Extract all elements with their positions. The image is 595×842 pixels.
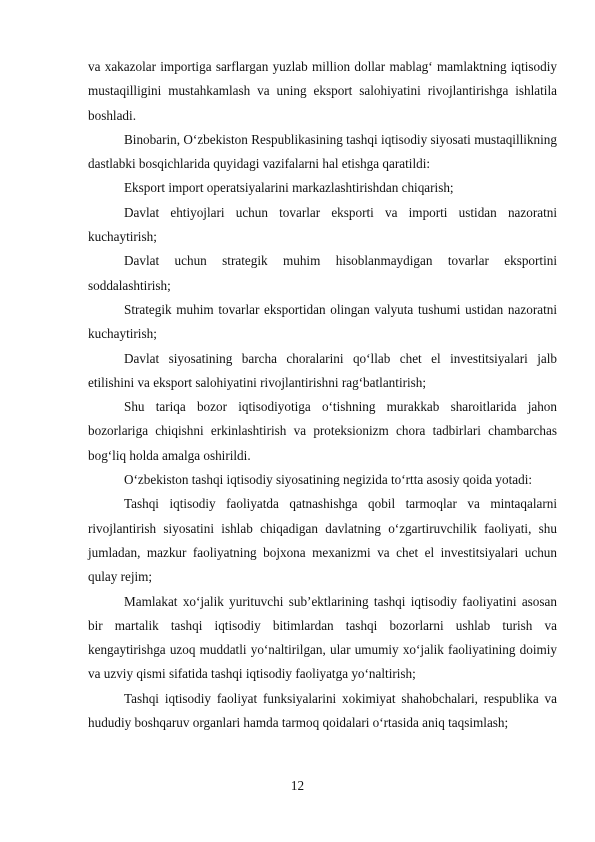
list-item: Davlat ehtiyojlari uchun tovarlar eksporti va importi ustidan nazoratni kuchaytirish; bbox=[88, 204, 557, 245]
paragraph-continuation: va xakazolar importiga sarflargan yuzlab million dollar mablag‘ mamlaktning iqtisodiy mustaqilligini mustahkamlash va uning eksport salohiyatini rivojlantirishga ishlatila boshladi. bbox=[88, 59, 557, 123]
paragraph: Shu tariqa bozor iqtisodiyotiga o‘tishning murakkab sharoitlarida jahon bozorlariga chiqishni erkinlashtirish va proteksionizm chora tadbirlari chambarchas bog‘liq holda amalga oshirildi. bbox=[88, 399, 557, 463]
paragraph: Binobarin, O‘zbekiston Respublikasining tashqi iqtisodiy siyosati mustaqillikning dastlabki bosqichlarida quyidagi vazifalarni hal etishga qaratildi: bbox=[88, 131, 557, 172]
paragraph: O‘zbekiston tashqi iqtisodiy siyosatining negizida to‘rtta asosiy qoida yotadi: bbox=[124, 472, 533, 488]
document-body bbox=[88, 55, 557, 735]
list-item: Strategik muhim tovarlar eksportidan olingan valyuta tushumi ustidan nazoratni kuchaytirish; bbox=[88, 301, 557, 342]
list-item: Eksport import operatsiyalarini markazlashtirishdan chiqarish; bbox=[124, 180, 454, 196]
page-number: 12 bbox=[290, 778, 305, 793]
list-item: Davlat siyosatining barcha choralarini qo‘llab chet el investitsiyalari jalb etilishini va eksport salohiyatini rivojlantirishni rag‘batlantirish; bbox=[88, 350, 557, 390]
list-item: Davlat uchun strategik muhim hisoblanmaydigan tovarlar eksportini soddalashtirish; bbox=[88, 253, 557, 293]
list-item: Tashqi iqtisodiy faoliyat funksiyalarini xokimiyat shahobchalari, respublika va hududiy boshqaruv organlari hamda tarmoq qoidalari o‘rtasida aniq taqsimlash; bbox=[88, 690, 557, 731]
list-item: Tashqi iqtisodiy faoliyatda qatnashishga qobil tarmoqlar va mintaqalarni rivojlantirish siyosatini ishlab chiqadigan davlatning o‘zgartiruvchilik faoliyati, shu jumladan, mazkur faoliyatning bojxona mexanizmi va chet el investitsiyalari uchun qulay rejim; bbox=[88, 496, 557, 585]
list-item: Mamlakat xo‘jalik yurituvchi sub’ektlarining tashqi iqtisodiy faoliyatini asosan bir martalik tashqi iqtisodiy bitimlardan tashqi bozorlarni ushlab turish va kengaytirishga uzoq muddatli yo‘naltirilgan, ular umumiy xo‘jalik faoliyatining doimiy va uzviy qismi sifatida tashqi iqtisodiy faoliyatga yo‘naltirish; bbox=[88, 593, 557, 682]
